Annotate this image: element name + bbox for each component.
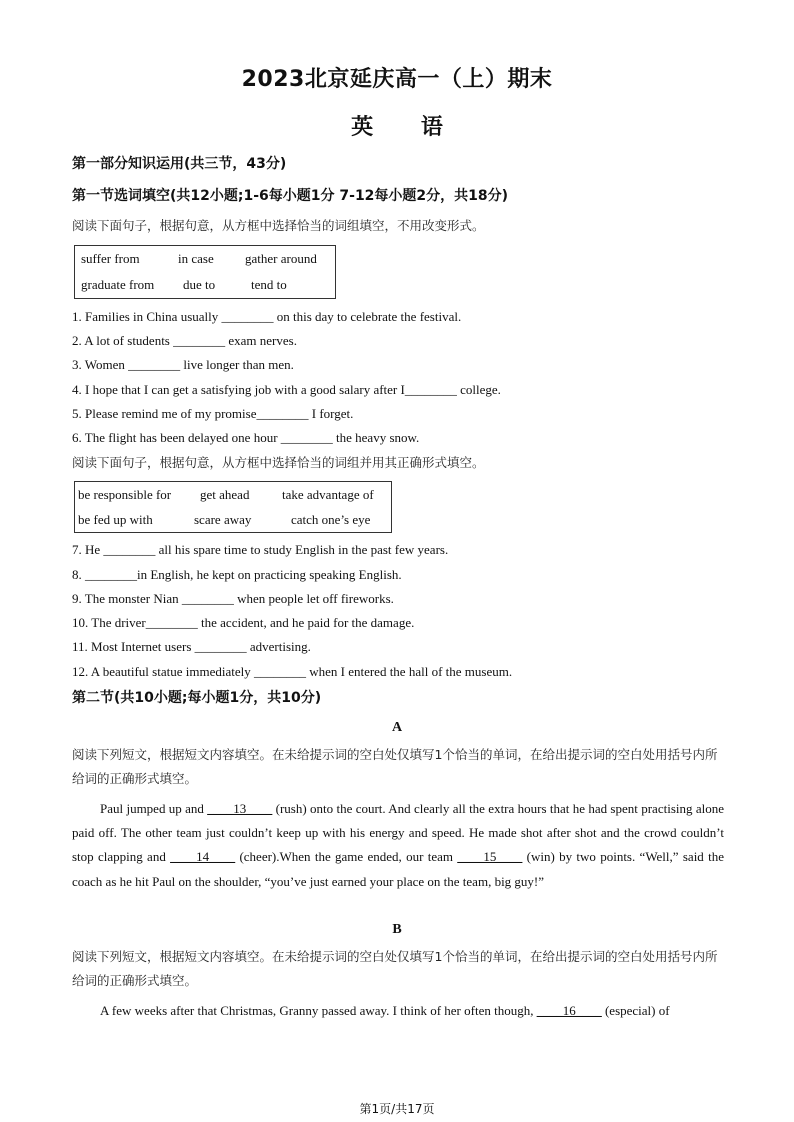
word-box-2-row-2 <box>75 507 391 532</box>
word-box-1-row-2 <box>75 272 335 298</box>
page-number: 第1页/共17页 <box>359 1102 435 1116</box>
word-option: be fed up with <box>78 512 153 527</box>
blank-16: ____16____ <box>536 1003 602 1018</box>
passage-a-text-1: Paul jumped up and <box>100 801 208 816</box>
word-box-2-row-1 <box>75 482 391 507</box>
question-10: 10. The driver________ the accident, and he paid for the damage. <box>72 615 415 630</box>
passage-a-text <box>72 797 724 894</box>
word-option: get ahead <box>200 487 250 502</box>
exam-title: 2023北京延庆高一（上）期末 <box>241 67 553 92</box>
instruction-2: 阅读下面句子，根据句意，从方框中选择恰当的词组并用其正确形式填空。 <box>72 455 485 470</box>
question-8: 8. ________in English, he kept on practicing speaking English. <box>72 567 402 582</box>
question-2: 2. A lot of students ________ exam nerves. <box>72 333 297 348</box>
question-12: 12. A beautiful statue immediately ________ when I entered the hall of the museum. <box>72 664 513 679</box>
question-9: 9. The monster Nian ________ when people let off fireworks. <box>72 591 394 606</box>
question-11: 11. Most Internet users ________ advertising. <box>72 639 311 654</box>
passage-a-text-3: (cheer).When the game ended, our team <box>235 849 458 865</box>
word-option: suffer from <box>81 251 140 266</box>
question-6: 6. The flight has been delayed one hour ________ the heavy snow. <box>72 430 420 445</box>
word-option: graduate from <box>81 277 155 292</box>
word-option: in case <box>178 251 214 266</box>
passage-b-text-2: (especial) of <box>601 1003 670 1018</box>
word-box-1 <box>74 245 336 299</box>
passage-b-instruction: 阅读下列短文，根据短文内容填空。在未给提示词的空白处仅填写1个恰当的单词，在给出提示词的空白处用括号内所给词的正确形式填空。 <box>72 949 718 988</box>
question-4: 4. I hope that I can get a satisfying job with a good salary after I________ college. <box>72 382 501 397</box>
word-box-1-row-1 <box>75 246 335 272</box>
passage-a-instruction: 阅读下列短文，根据短文内容填空。在未给提示词的空白处仅填写1个恰当的单词，在给出提示词的空白处用括号内所给词的正确形式填空。 <box>72 747 718 786</box>
word-option: due to <box>183 277 216 292</box>
word-option: catch one’s eye <box>291 512 371 527</box>
word-box-2 <box>74 481 392 533</box>
question-7: 7. He ________ all his spare time to study English in the past few years. <box>72 542 449 557</box>
word-option: be responsible for <box>78 487 172 502</box>
section2-heading: 第二节(共10小题;每小题1分，共10分) <box>72 690 322 706</box>
passage-a-text-2: (rush) onto the court. And clearly all the extra hours that he had spent practising alone paid off. The other team just couldn’t keep up with his energy and speed. He made shot after shot and the crowd couldn’t stop clapping and <box>72 801 724 865</box>
passage-a-text-4: (win) by two points. “Well,” said the coach as he hit Paul on the shoulder, “you’ve just earned your place on the team, big guy!” <box>72 849 724 889</box>
word-option: tend to <box>251 277 287 292</box>
word-option: gather around <box>245 251 317 266</box>
word-option: scare away <box>194 512 252 527</box>
word-option: take advantage of <box>282 487 374 502</box>
instruction-1: 阅读下面句子，根据句意，从方框中选择恰当的词组填空，不用改变形式。 <box>72 218 485 233</box>
passage-b-letter: B <box>392 922 402 937</box>
passage-a-letter: A <box>391 720 403 735</box>
passage-b-text <box>72 999 724 1023</box>
part1-heading: 第一部分知识运用(共三节，43分) <box>72 156 287 172</box>
question-3: 3. Women ________ live longer than men. <box>72 357 294 372</box>
question-1: 1. Families in China usually ________ on this day to celebrate the festival. <box>72 309 462 324</box>
passage-b-text-1: A few weeks after that Christmas, Granny passed away. I think of her often though, <box>100 1003 537 1018</box>
blank-15: ____15____ <box>457 849 523 865</box>
question-5: 5. Please remind me of my promise________ I forget. <box>72 406 354 421</box>
section1-heading: 第一节选词填空(共12小题;1-6每小题1分 7-12每小题2分，共18分) <box>72 188 509 204</box>
blank-14: ____14____ <box>170 849 236 865</box>
blank-13: ____13____ <box>207 801 273 816</box>
subject-title: 英 语 <box>351 115 443 140</box>
